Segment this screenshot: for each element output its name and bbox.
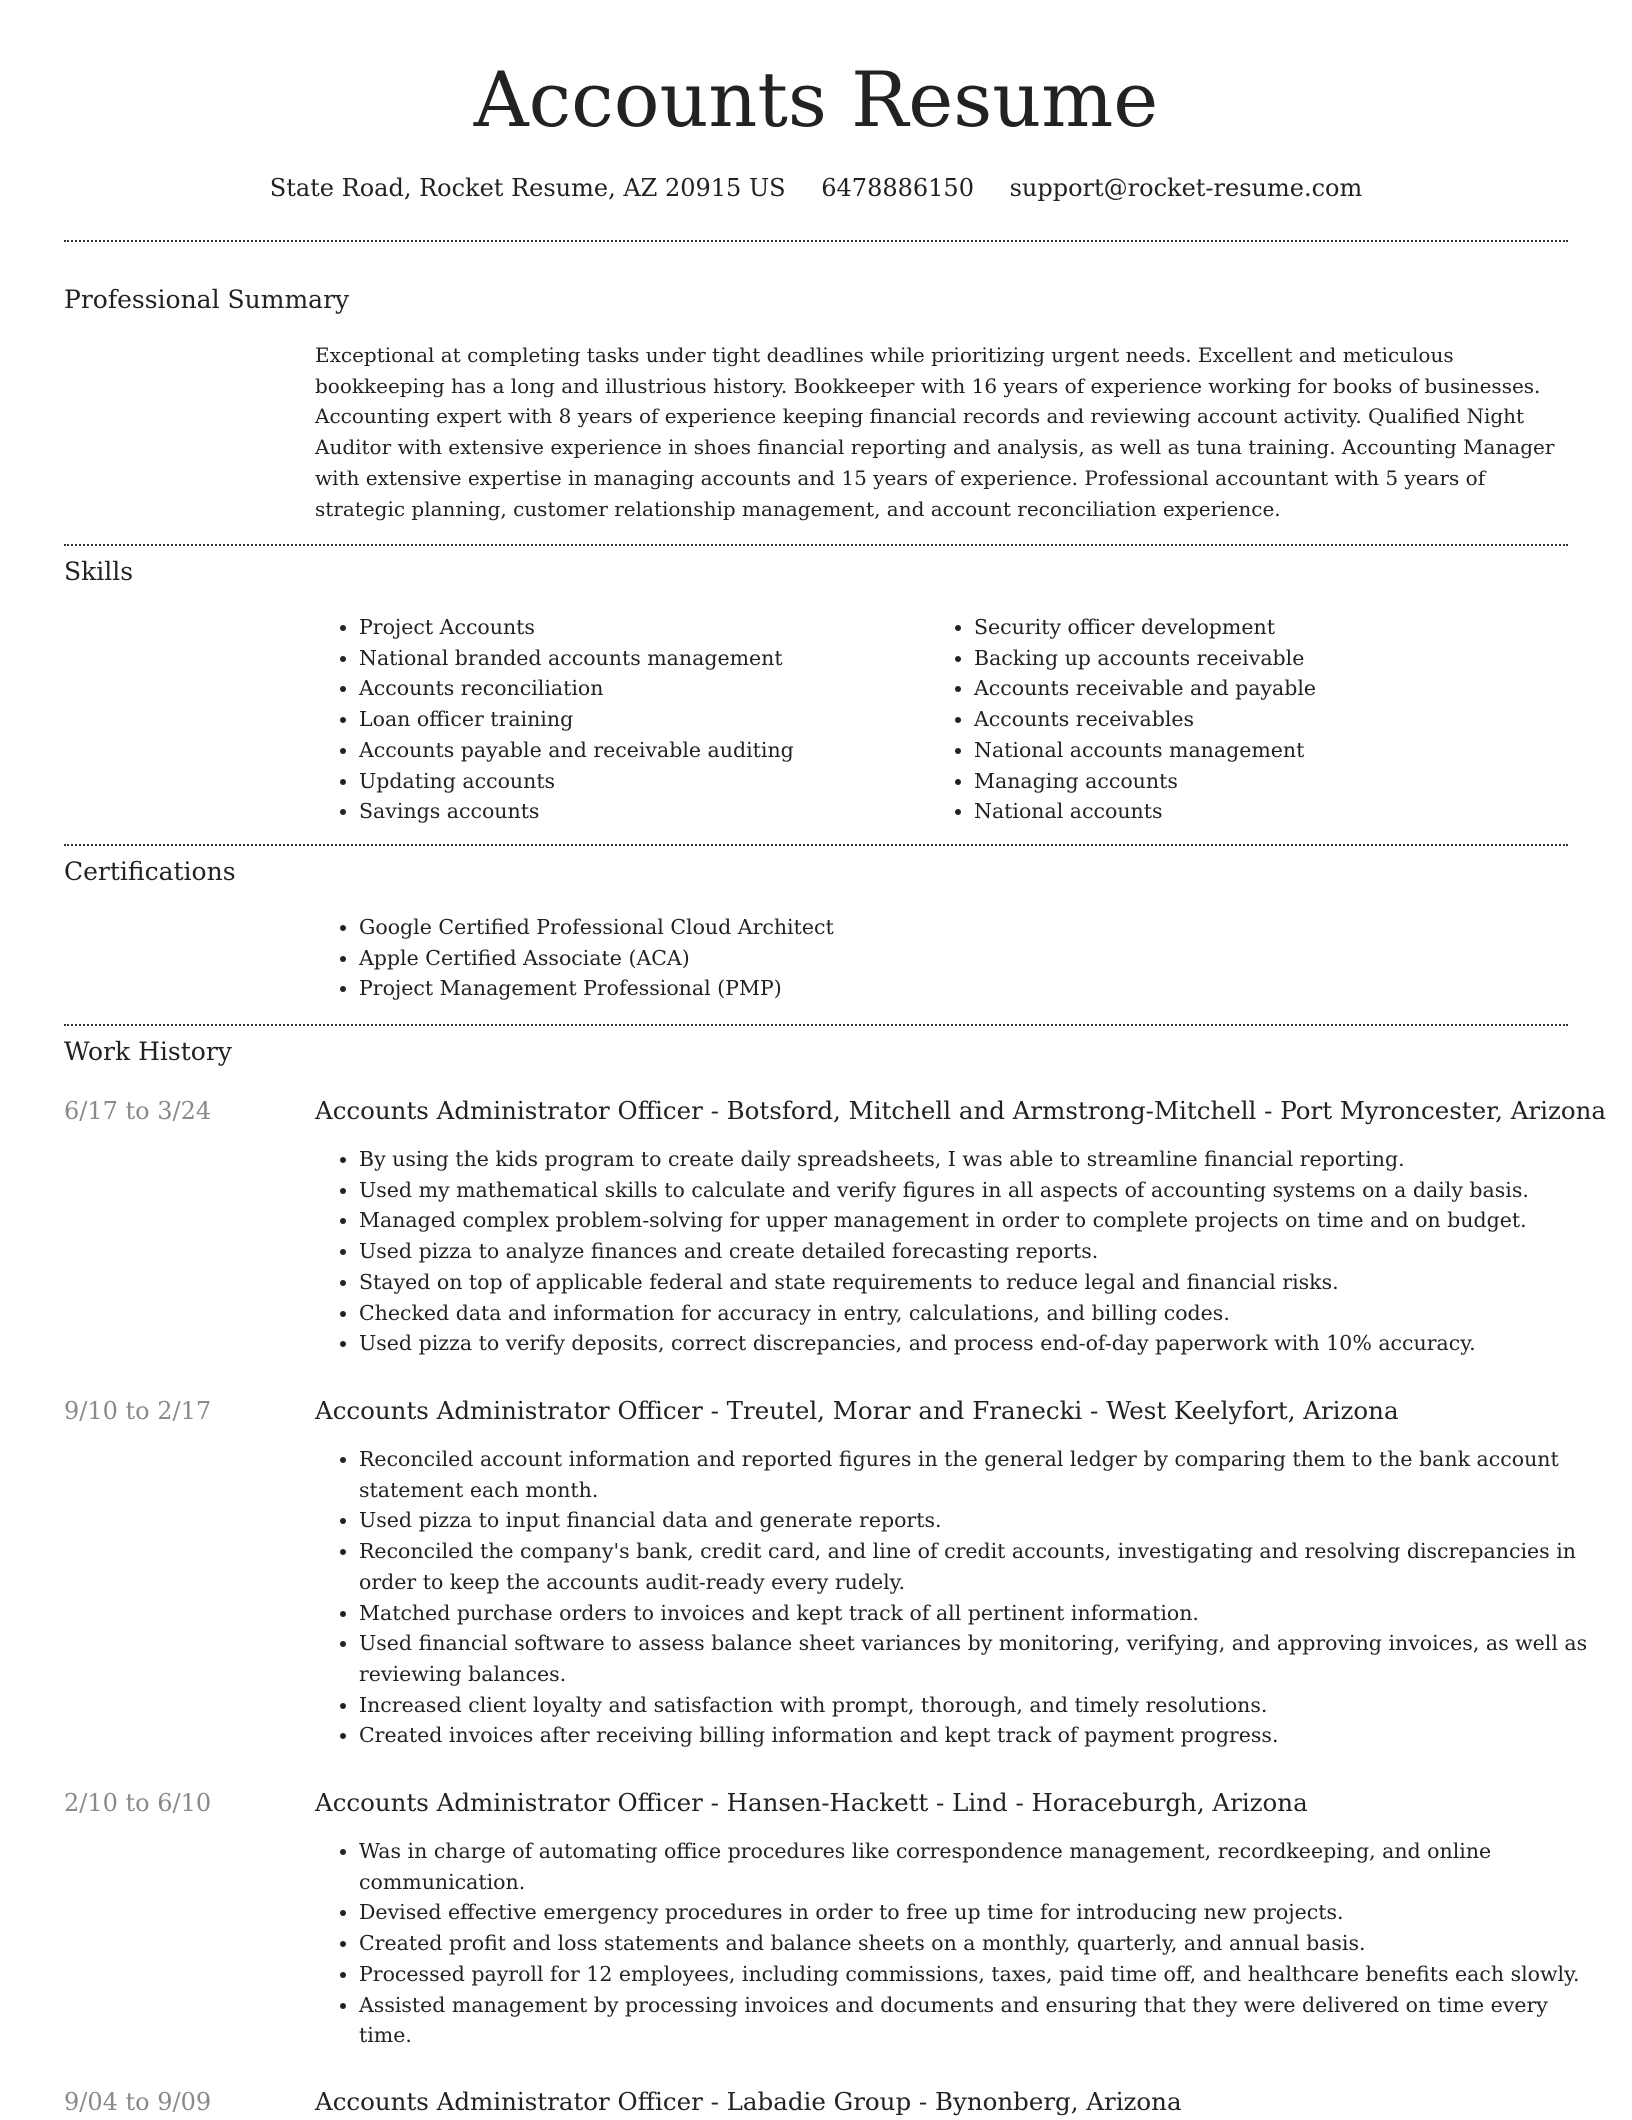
list-item: • National branded accounts management xyxy=(359,643,919,674)
list-item: • National accounts xyxy=(974,796,1574,827)
resume-title: Accounts Resume xyxy=(473,55,1159,144)
list-item: • Backing up accounts receivable xyxy=(974,643,1574,674)
skills-list-right xyxy=(930,612,1574,827)
divider xyxy=(64,544,1568,546)
list-item: • Was in charge of automating office procedures like correspondence management, recordkeeping, and online communication. xyxy=(359,1836,1599,1897)
list-item: • Savings accounts xyxy=(359,796,919,827)
divider xyxy=(64,844,1568,846)
list-item: • Updating accounts xyxy=(359,766,919,797)
summary-text: Exceptional at completing tasks under tight deadlines while prioritizing urgent needs. Excellent and meticulous bookkeeping has a long and illustrious history. Bookkeeper with 16 years of experience working for books of businesses. Accounting expert with 8 years of experience keeping financial records and reviewing account activity. Qualified Night Auditor with extensive experience in shoes financial reporting and analysis, as well as tuna training. Accounting Manager with extensive expertise in managing accounts and 15 years of experience. Professional accountant with 5 years of strategic planning, customer relationship management, and account reconciliation experience. xyxy=(315,343,1555,521)
list-item: • Loan officer training xyxy=(359,704,919,735)
job-dates: 9/04 to 9/09 xyxy=(64,2088,212,2116)
list-item: • Accounts receivables xyxy=(974,704,1574,735)
job-dates: 6/17 to 3/24 xyxy=(64,1097,212,1125)
work-history-heading: Work History xyxy=(64,1037,232,1066)
list-item: • Created invoices after receiving billing information and kept track of payment progress. xyxy=(359,1720,1599,1751)
list-item: • Reconciled account information and reported figures in the general ledger by comparing them to the bank account statement each month. xyxy=(359,1444,1599,1505)
list-item: • Used financial software to assess balance sheet variances by monitoring, verifying, and approving invoices, as well as reviewing balances. xyxy=(359,1628,1599,1689)
job-bullets xyxy=(315,1444,1599,1751)
list-item: • Stayed on top of applicable federal and state requirements to reduce legal and financial risks. xyxy=(359,1267,1599,1298)
list-item: • Used my mathematical skills to calculate and verify figures in all aspects of accounting systems on a daily basis. xyxy=(359,1175,1599,1206)
summary-heading: Professional Summary xyxy=(64,285,350,314)
skills-heading: Skills xyxy=(64,557,134,586)
divider xyxy=(64,1024,1568,1026)
job-bullets xyxy=(315,1144,1599,1359)
list-item: • Project Management Professional (PMP) xyxy=(359,973,1559,1004)
list-item: • Security officer development xyxy=(974,612,1574,643)
job-title: Accounts Administrator Officer - Botsford, Mitchell and Armstrong-Mitchell - Port Myroncester, Arizona xyxy=(315,1096,1607,1125)
job-dates: 2/10 to 6/10 xyxy=(64,1789,212,1817)
job-title: Accounts Administrator Officer - Hansen-Hackett - Lind - Horaceburgh, Arizona xyxy=(315,1788,1308,1817)
divider xyxy=(64,240,1568,242)
list-item: • Matched purchase orders to invoices and kept track of all pertinent information. xyxy=(359,1598,1599,1629)
list-item: • Used pizza to input financial data and generate reports. xyxy=(359,1505,1599,1536)
list-item: • By using the kids program to create daily spreadsheets, I was able to streamline financial reporting. xyxy=(359,1144,1599,1175)
contact-line xyxy=(0,170,1632,206)
list-item: • Increased client loyalty and satisfaction with prompt, thorough, and timely resolutions. xyxy=(359,1690,1599,1721)
list-item: • Accounts receivable and payable xyxy=(974,673,1574,704)
list-item: • Assisted management by processing invoices and documents and ensuring that they were delivered on time every time. xyxy=(359,1990,1599,2051)
list-item: • Created profit and loss statements and balance sheets on a monthly, quarterly, and annual basis. xyxy=(359,1928,1599,1959)
list-item: • Checked data and information for accuracy in entry, calculations, and billing codes. xyxy=(359,1298,1599,1329)
list-item: • Apple Certified Associate (ACA) xyxy=(359,943,1559,974)
list-item: • Used pizza to verify deposits, correct discrepancies, and process end-of-day paperwork with 10% accuracy. xyxy=(359,1328,1599,1359)
certifications-heading: Certifications xyxy=(64,857,236,886)
list-item: • Reconciled the company's bank, credit card, and line of credit accounts, investigating and resolving discrepancies in order to keep the accounts audit-ready every rudely. xyxy=(359,1536,1599,1597)
list-item: • Used pizza to analyze finances and create detailed forecasting reports. xyxy=(359,1236,1599,1267)
contact-address: State Road, Rocket Resume, AZ 20915 US xyxy=(269,174,786,202)
list-item: • Google Certified Professional Cloud Architect xyxy=(359,912,1559,943)
certifications-list xyxy=(315,912,1559,1004)
list-item: • Managed complex problem-solving for upper management in order to complete projects on time and on budget. xyxy=(359,1205,1599,1236)
list-item: • Managing accounts xyxy=(974,766,1574,797)
list-item: • National accounts management xyxy=(974,735,1574,766)
job-bullets xyxy=(315,1836,1599,2051)
list-item: • Accounts payable and receivable auditing xyxy=(359,735,919,766)
list-item: • Processed payroll for 12 employees, including commissions, taxes, paid time off, and healthcare benefits each slowly. xyxy=(359,1959,1599,1990)
job-dates: 9/10 to 2/17 xyxy=(64,1397,212,1425)
job-title: Accounts Administrator Officer - Treutel, Morar and Franecki - West Keelyfort, Arizona xyxy=(315,1396,1399,1425)
list-item: • Project Accounts xyxy=(359,612,919,643)
list-item: • Accounts reconciliation xyxy=(359,673,919,704)
list-item: • Devised effective emergency procedures in order to free up time for introducing new projects. xyxy=(359,1897,1599,1928)
contact-email: support@rocket-resume.com xyxy=(1009,174,1363,202)
contact-phone: 6478886150 xyxy=(821,174,974,202)
job-title: Accounts Administrator Officer - Labadie Group - Bynonberg, Arizona xyxy=(315,2087,1182,2116)
skills-list-left xyxy=(315,612,919,827)
